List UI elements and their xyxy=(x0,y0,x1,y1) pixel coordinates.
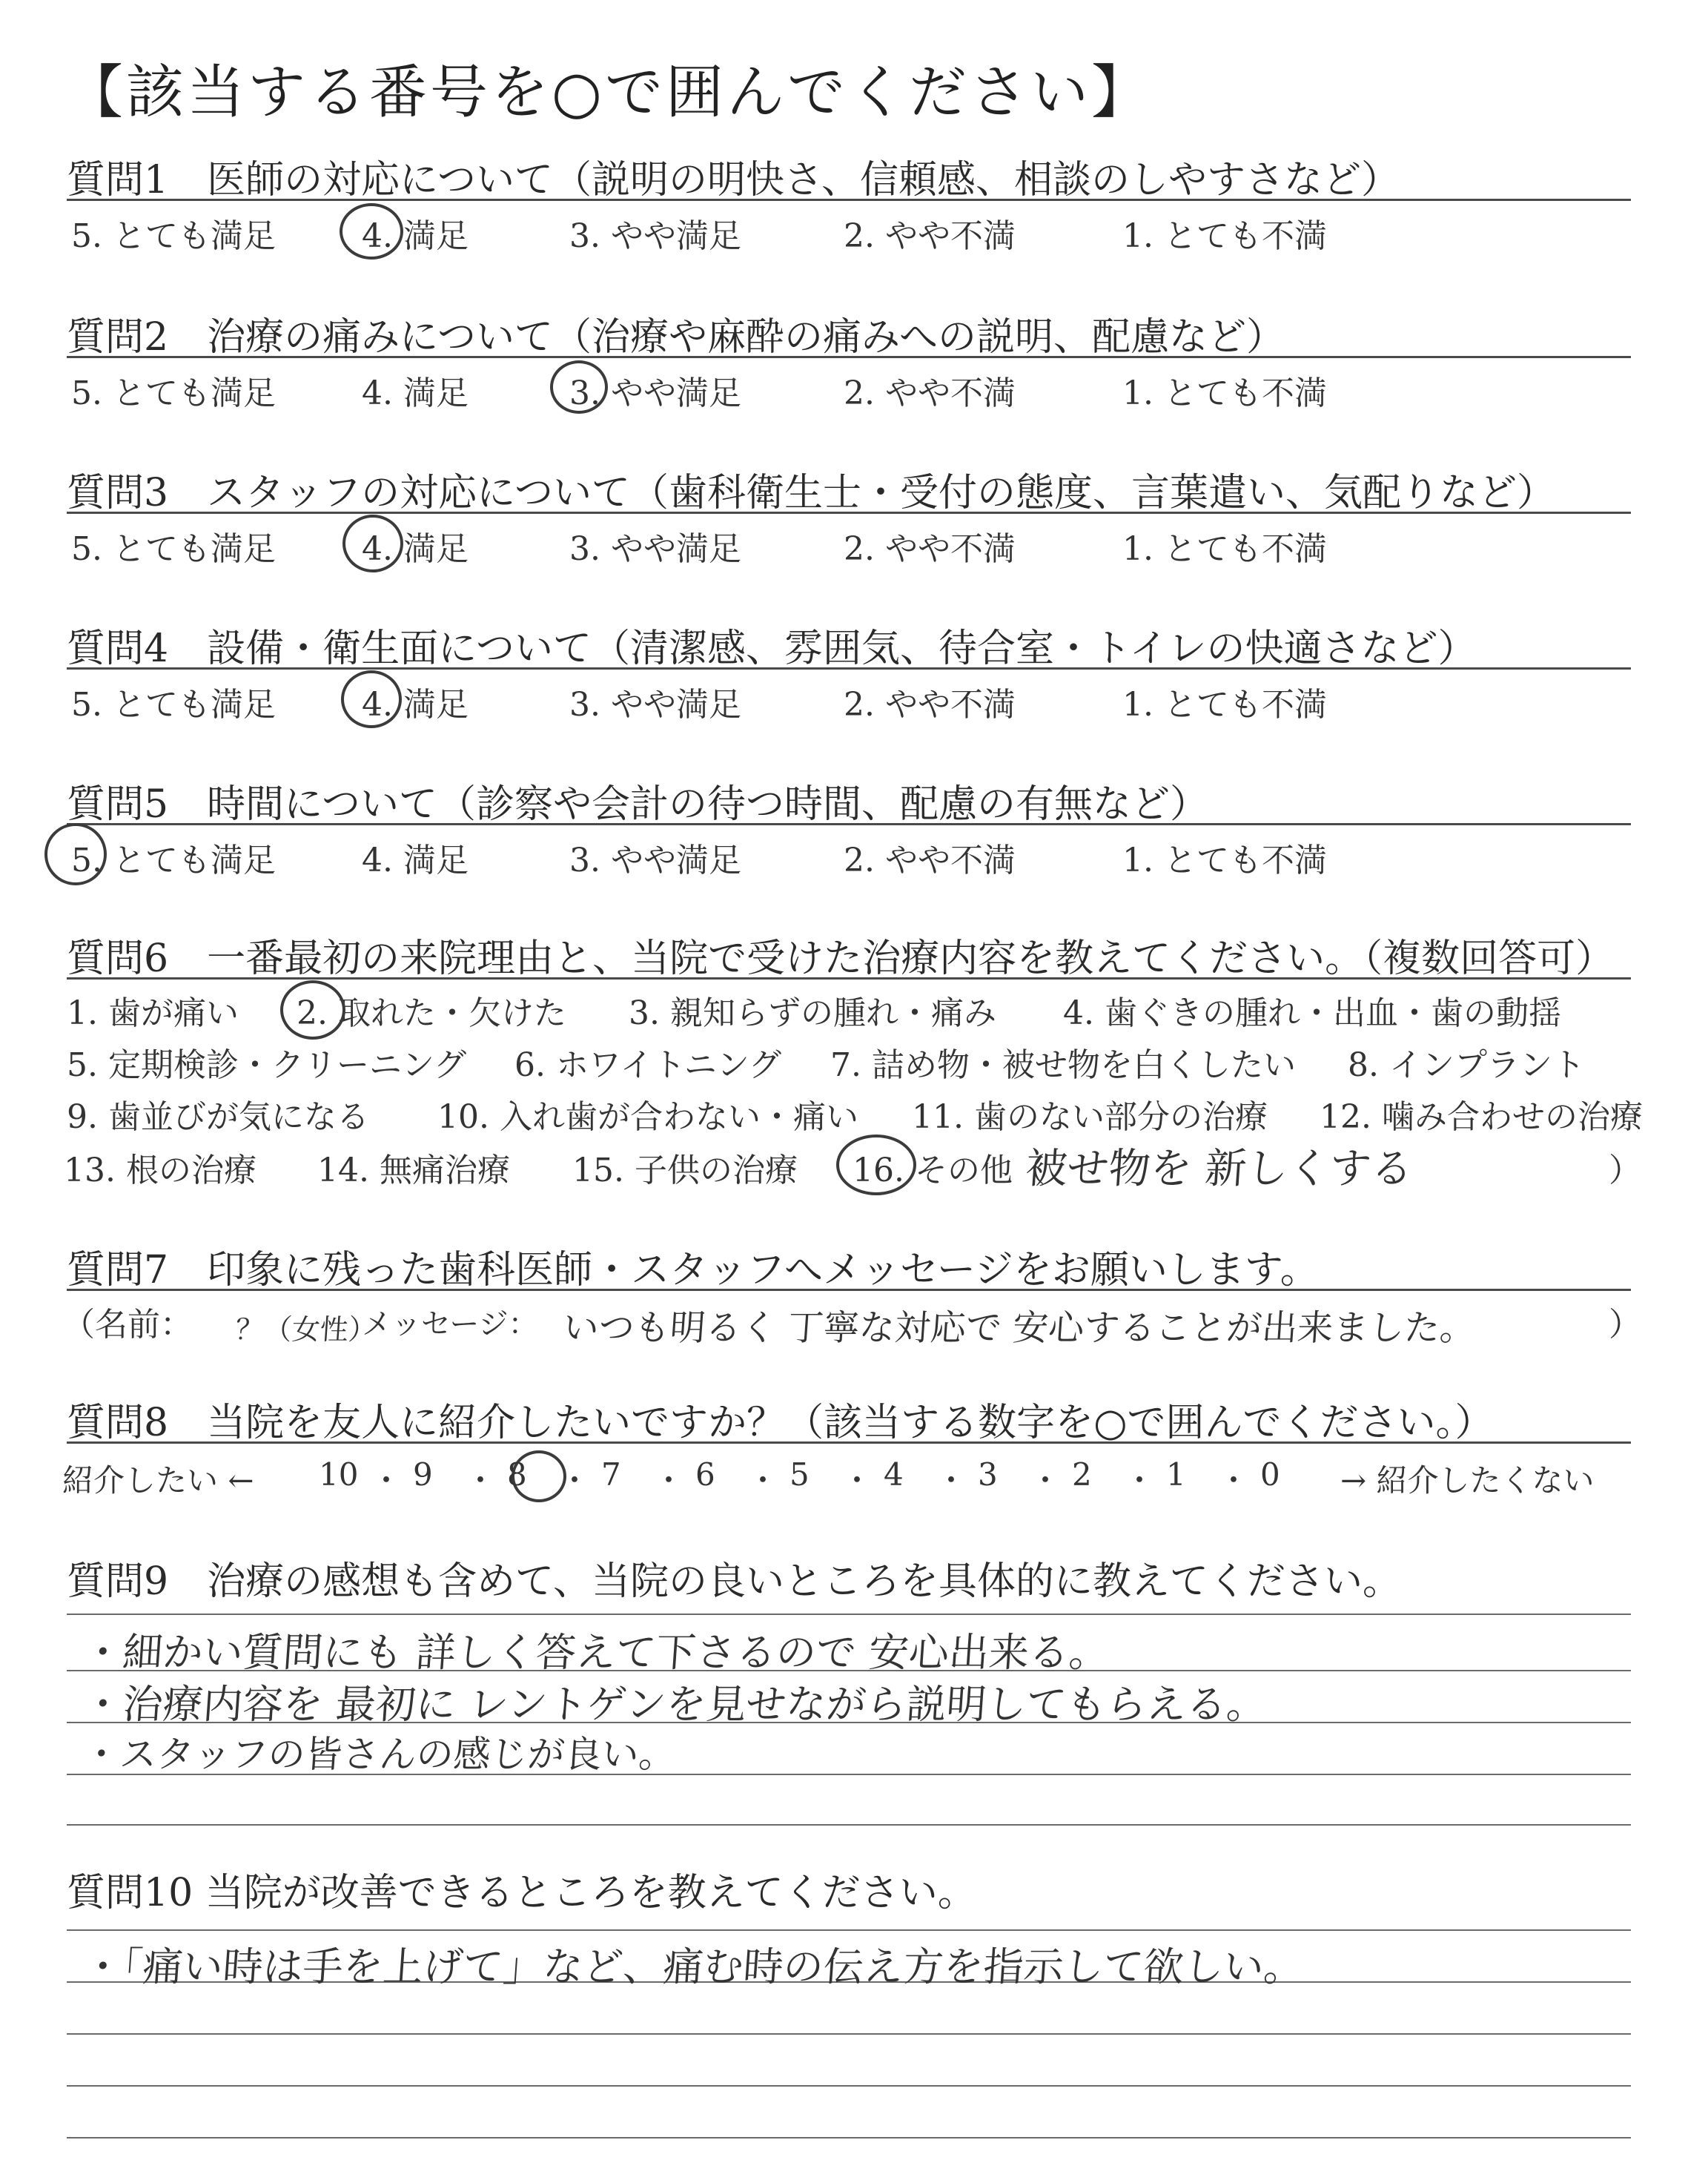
q9-answer-1[interactable]: ・細かい質問にも 詳しく答えて下さるので 安心出来る。 xyxy=(81,1629,1111,1676)
question-3-rule xyxy=(67,512,1631,514)
q8-scale-value-3[interactable]: 3 xyxy=(978,1456,998,1493)
question-7-title: 質問7 印象に残った歯科医師・スタッフへメッセージをお願いします。 xyxy=(67,1248,1319,1292)
question-6-title: 質問6 一番最初の来院理由と、当院で受けた治療内容を教えてください。（複数回答可） xyxy=(67,937,1615,981)
q6-option-5[interactable]: 5. 定期検診・クリーニング xyxy=(67,1046,467,1084)
q6-option-13[interactable]: 13. 根の治療 xyxy=(64,1152,256,1189)
q6-option-15[interactable]: 15. 子供の治療 xyxy=(572,1152,798,1189)
q9-answer-2[interactable]: ・治療内容を 最初に レントゲンを見せながら説明してもらえる。 xyxy=(81,1681,1268,1728)
q7-message-label: メッセージ： xyxy=(362,1307,538,1341)
question-2-title: 質問2 治療の痛みについて（治療や麻酔の痛みへの説明、配慮など） xyxy=(67,315,1285,360)
q8-left-label: 紹介したい ← xyxy=(62,1462,254,1499)
q6-option-14[interactable]: 14. 無痛治療 xyxy=(317,1152,510,1189)
q8-scale-separator: ・ xyxy=(559,1462,591,1499)
q6-option-4[interactable]: 4. 歯ぐきの腫れ・出血・歯の動揺 xyxy=(1063,994,1561,1032)
question-1-title: 質問1 医師の対応について（説明の明快さ、信頼感、相談のしやすさなど） xyxy=(67,158,1400,202)
question-1-rule xyxy=(67,199,1631,201)
q7-close-paren: ） xyxy=(1609,1306,1641,1344)
q4-option-4[interactable]: 4. 満足 xyxy=(362,686,469,724)
q9-line-1 xyxy=(67,1614,1631,1615)
q8-scale-value-2[interactable]: 2 xyxy=(1072,1456,1092,1493)
question-5-title: 質問5 時間について（診察や会計の待つ時間、配慮の有無など） xyxy=(67,782,1209,827)
question-9-title: 質問9 治療の感想も含めて、当院の良いところを具体的に教えてください。 xyxy=(67,1559,1402,1604)
question-8-title: 質問8 当院を友人に紹介したいですか？（該当する数字を○で囲んでください。） xyxy=(67,1401,1494,1445)
question-2-rule xyxy=(67,356,1631,358)
q6-option-1[interactable]: 1. 歯が痛い xyxy=(67,994,239,1032)
q5-option-3[interactable]: 3. やや満足 xyxy=(569,842,741,879)
q8-scale-value-8[interactable]: 8 xyxy=(507,1456,527,1493)
q6-option-8[interactable]: 8. インプラント xyxy=(1348,1046,1585,1084)
q10-line-3 xyxy=(67,2033,1631,2035)
q5-option-1[interactable]: 1. とても不満 xyxy=(1122,842,1327,879)
q1-option-1[interactable]: 1. とても不満 xyxy=(1122,217,1327,255)
q8-scale-value-1[interactable]: 1 xyxy=(1166,1456,1186,1493)
q4-option-3[interactable]: 3. やや満足 xyxy=(569,686,741,724)
question-8-rule xyxy=(67,1441,1631,1444)
question-7-rule xyxy=(67,1289,1631,1291)
q2-option-5[interactable]: 5. とても満足 xyxy=(71,374,276,412)
q4-option-1[interactable]: 1. とても不満 xyxy=(1122,686,1327,724)
q8-scale-separator: ・ xyxy=(1218,1462,1250,1499)
q8-scale-value-9[interactable]: 9 xyxy=(413,1456,433,1493)
q10-line-4 xyxy=(67,2085,1631,2087)
q7-name-label: （名前： xyxy=(62,1306,193,1344)
q6-option-3[interactable]: 3. 親知らずの腫れ・痛み xyxy=(629,994,996,1032)
q1-option-2[interactable]: 2. やや不満 xyxy=(844,217,1016,255)
q8-scale-value-6[interactable]: 6 xyxy=(695,1456,715,1493)
q7-name-answer[interactable]: ？（女性） xyxy=(234,1313,378,1346)
q8-scale-value-0[interactable]: 0 xyxy=(1260,1456,1280,1493)
q6-other-answer[interactable]: 被せ物を 新しくする xyxy=(1024,1145,1414,1193)
q8-scale-separator: ・ xyxy=(653,1462,685,1499)
question-10-title: 質問10 当院が改善できるところを教えてください。 xyxy=(67,1871,976,1915)
q8-scale-value-4[interactable]: 4 xyxy=(884,1456,904,1493)
q8-scale-separator: ・ xyxy=(465,1462,497,1499)
page-title: 【該当する番号を○で囲んでください】 xyxy=(65,59,1153,126)
q8-scale-value-10[interactable]: 10 xyxy=(319,1456,359,1493)
q8-scale-value-5[interactable]: 5 xyxy=(790,1456,810,1493)
q2-option-3[interactable]: 3. やや満足 xyxy=(569,374,741,412)
q8-right-label: → 紹介したくない xyxy=(1340,1462,1595,1499)
q6-option-12[interactable]: 12. 噛み合わせの治療 xyxy=(1320,1098,1643,1136)
q1-option-4[interactable]: 4. 満足 xyxy=(362,217,469,255)
q1-option-3[interactable]: 3. やや満足 xyxy=(569,217,741,255)
q9-line-5 xyxy=(67,1824,1631,1826)
q6-other-close-paren: ） xyxy=(1609,1152,1641,1189)
q6-option-10[interactable]: 10. 入れ歯が合わない・痛い xyxy=(437,1098,858,1136)
q8-scale-separator: ・ xyxy=(936,1462,967,1499)
q5-option-5[interactable]: 5. とても満足 xyxy=(71,842,276,879)
question-5-rule xyxy=(67,823,1631,825)
q8-scale-separator: ・ xyxy=(1030,1462,1062,1499)
question-4-title: 質問4 設備・衛生面について（清潔感、雰囲気、待合室・トイレの快適さなど） xyxy=(67,627,1477,671)
q10-line-5 xyxy=(67,2137,1631,2138)
q3-option-2[interactable]: 2. やや不満 xyxy=(844,530,1016,568)
q8-scale-separator: ・ xyxy=(371,1462,403,1499)
q6-option-6[interactable]: 6. ホワイトニング xyxy=(514,1046,782,1084)
q6-option-9[interactable]: 9. 歯並びが気になる xyxy=(67,1098,369,1136)
question-6-rule xyxy=(67,977,1631,980)
q3-option-5[interactable]: 5. とても満足 xyxy=(71,530,276,568)
q7-message-answer[interactable]: いつも明るく 丁寧な対応で 安心することが出来ました。 xyxy=(561,1307,1477,1349)
q6-option-11[interactable]: 11. 歯のない部分の治療 xyxy=(912,1098,1268,1136)
q8-scale-separator: ・ xyxy=(1124,1462,1156,1499)
q3-option-3[interactable]: 3. やや満足 xyxy=(569,530,741,568)
q8-scale-separator: ・ xyxy=(747,1462,779,1499)
question-3-title: 質問3 スタッフの対応について（歯科衛生士・受付の態度、言葉遣い、気配りなど） xyxy=(67,471,1556,515)
question-4-rule xyxy=(67,667,1631,670)
q3-option-4[interactable]: 4. 満足 xyxy=(362,530,469,568)
q2-option-4[interactable]: 4. 満足 xyxy=(362,374,469,412)
q9-answer-3[interactable]: ・スタッフの皆さんの感じが良い。 xyxy=(81,1733,678,1776)
q4-option-5[interactable]: 5. とても満足 xyxy=(71,686,276,724)
q6-option-16[interactable]: 16. その他（ xyxy=(853,1152,1045,1189)
q5-option-4[interactable]: 4. 満足 xyxy=(362,842,469,879)
q3-option-1[interactable]: 1. とても不満 xyxy=(1122,530,1327,568)
q2-option-1[interactable]: 1. とても不満 xyxy=(1122,374,1327,412)
q2-option-2[interactable]: 2. やや不満 xyxy=(844,374,1016,412)
q10-line-1 xyxy=(67,1929,1631,1931)
q5-option-2[interactable]: 2. やや不満 xyxy=(844,842,1016,879)
q6-option-7[interactable]: 7. 詰め物・被せ物を白くしたい xyxy=(830,1046,1296,1084)
q8-scale-value-7[interactable]: 7 xyxy=(601,1456,621,1493)
q6-option-2[interactable]: 2. 取れた・欠けた xyxy=(297,994,566,1032)
q4-option-2[interactable]: 2. やや不満 xyxy=(844,686,1016,724)
q8-scale-separator: ・ xyxy=(841,1462,873,1499)
q10-answer-1[interactable]: ・「痛い時は手を上げて」など、痛む時の伝え方を指示して欲しい。 xyxy=(81,1943,1305,1990)
q1-option-5[interactable]: 5. とても満足 xyxy=(71,217,276,255)
